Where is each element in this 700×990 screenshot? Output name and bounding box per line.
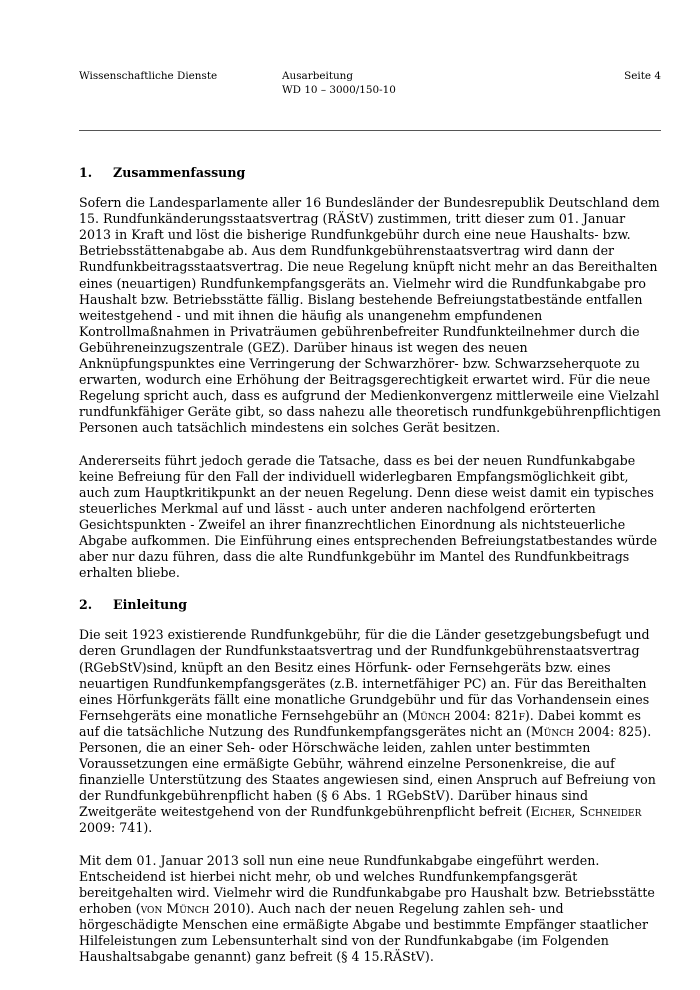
- header-doc-number: WD 10 – 3000/150-10: [282, 84, 396, 96]
- section-title: Einleitung: [113, 597, 188, 613]
- section-title: Zusammenfassung: [113, 165, 246, 180]
- header-institution: Wissenschaftliche Dienste: [79, 70, 218, 82]
- section-number: 1.: [79, 165, 93, 180]
- text-run: Die seit 1923 existierende Rundfunkgebühr, für die die Länder gesetzgebungsbefugt und deren Grundlagen der Rundfunkstaatsvertrag und der Rundfunkgebührenstaatsvertrag (RGebStV)sind, knüpft an den Besitz eines Hörfunk- oder Fernsehgeräts bzw. eines neuartigen Rundfunkempfangsgerätes (z.B. internetfähiger PC) an. Für das Bereithalten eines Hörfunkgeräts fällt eine monatliche Grundgebühr und für das Vorhandensein eines Fernsehgeräts eine monatliche Fernsehgebühr an (: [79, 627, 650, 723]
- section-number: 2.: [79, 597, 93, 613]
- paragraph: [79, 853, 661, 966]
- text-run: 2004: 821: [450, 707, 519, 723]
- page-header: [79, 69, 661, 109]
- citation-author: Eicher: [530, 804, 572, 820]
- paragraph: Sofern die Landesparlamente aller 16 Bundesländer der Bundesrepublik Deutschland dem 15. Rundfunkänderungsstaatsvertrag (RÄStV) zustimmen, tritt dieser zum 01. Januar 2013 in Kraft und löst die bisherige Rundfunkgebühr durch eine neue Haushalts- bzw. Betriebsstättenabgabe ab. Aus dem Rundfunkgebührenstaatsvertrag wird dann der Rundfunkbeitragsstaatsvertrag. Die neue Regelung knüpft nicht mehr an das Bereithalten eines (neuartigen) Rundfunkempfangsgeräts an. Vielmehr wird die Rundfunkabgabe pro Haushalt bzw. Betriebsstätte fällig. Bislang bestehende Befreiungstatbestände entfallen weitestgehend - und mit ihnen die häufig als unangenehm empfundenen Kontrollmaßnahmen in Privaträumen gebührenbefreiter Rundfunkteilnehmer durch die Gebühreneinzugszentrale (GEZ). Darüber hinaus ist wegen des neuen Anknüpfungspunktes eine Verringerung der Schwarzhörer- bzw. Schwarzseherquote zu erwarten, wodurch eine Erhöhung der Beitragsgerechtigkeit erwartet wird. Für die neue Regelung spricht auch, dass es aufgrund der Medienkonvergenz mittlerweile eine Vielzahl rundfunkfähiger Geräte gibt, so dass nahezu alle theoretisch rundfunkgebührenpflichtigen Personen auch tatsächlich mindestens ein solches Gerät besitzen.: [79, 195, 661, 436]
- citation-author: Münch: [530, 723, 574, 739]
- citation-author: Schneider: [579, 804, 642, 820]
- text-run: ). Dabei kommt es auf die tatsächliche Nutzung des Rundfunkempfangsgerätes nicht an (: [79, 707, 642, 739]
- section-heading-1: [79, 165, 661, 181]
- section-heading-2: [79, 597, 661, 613]
- header-doc-type: Ausarbeitung: [282, 70, 354, 82]
- text-run: 2009: 741).: [79, 820, 153, 836]
- citation-author: Münch: [407, 707, 451, 723]
- document-body: [79, 165, 661, 981]
- header-document-info: [282, 69, 396, 97]
- text-run: 2004: 825). Personen, die an einer Seh- oder Hörschwäche leiden, zahlen unter bestimmten Voraussetzungen eine ermäßigte Gebühr, während einzelne Personenkreise, die auf finanzielle Unterstützung des Staates angewiesen sind, einen Anspruch auf Befreiung von der Rundfunkgebührenpflicht haben (§ 6 Abs. 1 RGebStV). Darüber hinaus sind Zweitgeräte weitestgehend von der Rundfunkgebührenpflicht befreit (: [79, 723, 656, 820]
- paragraph: Andererseits führt jedoch gerade die Tatsache, dass es bei der neuen Rundfunkabgabe keine Befreiung für den Fall der individuell widerlegbaren Empfangsmöglichkeit gibt, auch zum Hauptkritikpunkt an der neuen Regelung. Denn diese weist damit ein typisches steuerliches Merkmal auf und lässt - auch unter anderen nachfolgend erörterten Gesichtspunkten - Zweifel an ihrer finanzrechtlichen Einordnung als nichtsteuerliche Abgabe aufkommen. Die Einführung eines entsprechenden Befreiungstatbestandes würde aber nur dazu führen, dass die alte Rundfunkgebühr im Mantel des Rundfunkbeitrags erhalten bliebe.: [79, 452, 658, 581]
- text-run: 2010). Auch nach der neuen Regelung zahlen seh- und hörgeschädigte Menschen eine ermäßigte Abgabe und bestimmte Empfänger staatlicher Hilfeleistungen zum Lebensunterhalt sind von der Rundfunkabgabe (im Folgenden Haushaltsabgabe genannt) ganz befreit (§ 4 15.RÄStV).: [79, 900, 648, 965]
- header-page-number: Seite 4: [624, 70, 661, 82]
- citation-author: von Münch: [140, 900, 210, 916]
- text-run: f: [518, 707, 525, 723]
- paragraph: [79, 627, 661, 836]
- text-run: Mit dem 01. Januar 2013 soll nun eine neue Rundfunkabgabe eingeführt werden. Entscheidend ist hierbei nicht mehr, ob und welches Rundfunkempfangsgerät bereitgehalten wird. Vielmehr wird die Rundfunkabgabe pro Haushalt bzw. Betriebsstätte erhoben (: [79, 852, 655, 916]
- header-divider: [79, 130, 661, 131]
- text-run: ,: [571, 804, 580, 820]
